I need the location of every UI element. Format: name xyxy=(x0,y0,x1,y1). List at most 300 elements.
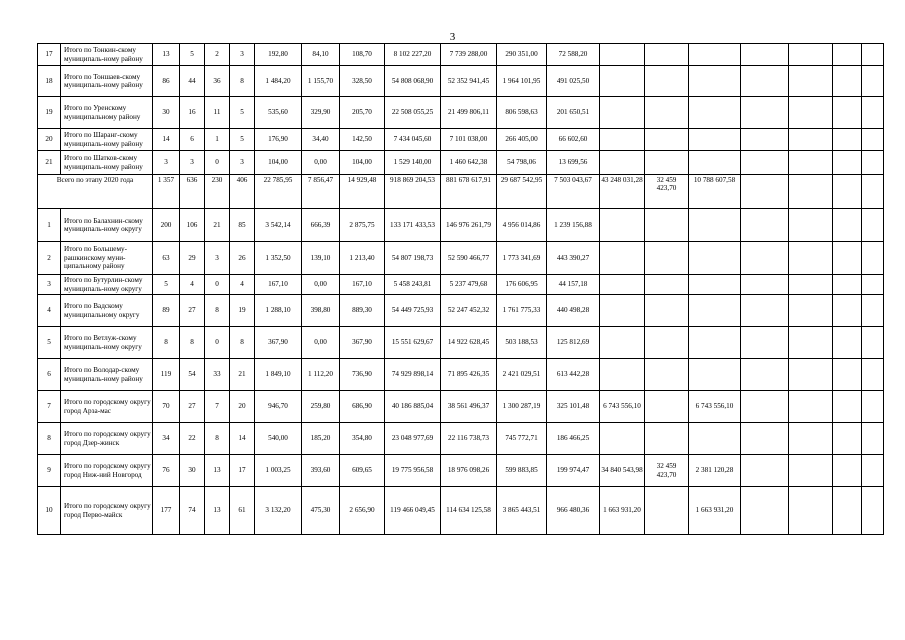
table-cell xyxy=(862,209,884,242)
table-cell: 21 xyxy=(38,151,61,175)
table-row xyxy=(38,327,884,359)
table-cell xyxy=(741,275,789,295)
table-cell: 686,90 xyxy=(340,391,385,423)
table-cell: 290 351,00 xyxy=(497,44,547,66)
table-cell xyxy=(689,151,741,175)
table-cell: 71 895 426,35 xyxy=(441,359,497,391)
table-cell: 1 460 642,38 xyxy=(441,151,497,175)
table-cell xyxy=(645,242,689,275)
table-cell: 8 xyxy=(205,295,230,327)
table-cell: 1 112,20 xyxy=(302,359,340,391)
table-cell xyxy=(689,275,741,295)
table-cell: 1 352,50 xyxy=(255,242,302,275)
table-cell: 52 352 941,45 xyxy=(441,66,497,97)
table-cell xyxy=(833,129,862,151)
table-cell: 16 xyxy=(180,97,205,129)
table-cell xyxy=(862,97,884,129)
table-cell: 201 650,51 xyxy=(547,97,600,129)
table-cell xyxy=(833,295,862,327)
table-cell: 230 xyxy=(205,175,230,209)
table-cell: 21 xyxy=(205,209,230,242)
table-cell xyxy=(741,295,789,327)
table-cell: 1 xyxy=(38,209,61,242)
table-cell: 54 808 068,90 xyxy=(385,66,441,97)
table-cell xyxy=(741,391,789,423)
table-cell: 22 508 055,25 xyxy=(385,97,441,129)
table-cell: 503 188,53 xyxy=(497,327,547,359)
table-cell xyxy=(833,97,862,129)
table-cell: 2 xyxy=(205,44,230,66)
table-cell: 7 xyxy=(38,391,61,423)
table-cell: 32 459 423,70 xyxy=(645,455,689,487)
table-cell xyxy=(833,151,862,175)
table-cell: 108,70 xyxy=(340,44,385,66)
table-cell: 185,20 xyxy=(302,423,340,455)
table-cell: 3 865 443,51 xyxy=(497,487,547,535)
table-cell xyxy=(833,487,862,535)
table-cell: 7 503 043,67 xyxy=(547,175,600,209)
table-cell xyxy=(741,487,789,535)
table-cell: 11 xyxy=(205,97,230,129)
table-cell: Итого по городскому округу город Перво-майск xyxy=(61,487,153,535)
table-cell: 54 449 725,93 xyxy=(385,295,441,327)
table-cell xyxy=(833,391,862,423)
table-cell: 8 xyxy=(230,327,255,359)
table-cell xyxy=(789,242,833,275)
table-cell: 0 xyxy=(205,327,230,359)
table-cell: 2 421 029,51 xyxy=(497,359,547,391)
table-cell xyxy=(600,423,645,455)
table-cell: 54 807 198,73 xyxy=(385,242,441,275)
table-cell: 3 xyxy=(230,44,255,66)
table-cell: 86 xyxy=(153,66,180,97)
table-cell: 5 237 479,68 xyxy=(441,275,497,295)
table-cell xyxy=(833,423,862,455)
table-cell: 393,60 xyxy=(302,455,340,487)
table-cell xyxy=(689,242,741,275)
table-cell: 2 656,90 xyxy=(340,487,385,535)
table-cell: 52 590 466,77 xyxy=(441,242,497,275)
table-cell: 367,90 xyxy=(340,327,385,359)
table-row xyxy=(38,275,884,295)
table-cell: 17 xyxy=(38,44,61,66)
table-cell: 1 213,40 xyxy=(340,242,385,275)
table-cell: 636 xyxy=(180,175,205,209)
table-cell xyxy=(689,129,741,151)
table-cell: 5 458 243,81 xyxy=(385,275,441,295)
table-cell xyxy=(645,97,689,129)
table-cell: 26 xyxy=(230,242,255,275)
table-cell: 881 678 617,91 xyxy=(441,175,497,209)
table-cell: 3 xyxy=(38,275,61,295)
table-cell: 3 542,14 xyxy=(255,209,302,242)
table-cell xyxy=(645,44,689,66)
table-cell xyxy=(600,129,645,151)
table-cell: 1 849,10 xyxy=(255,359,302,391)
table-cell xyxy=(689,423,741,455)
table-cell: 199 974,47 xyxy=(547,455,600,487)
table-cell: 1 663 931,20 xyxy=(689,487,741,535)
table-cell xyxy=(862,275,884,295)
table-cell xyxy=(833,242,862,275)
table-cell xyxy=(600,242,645,275)
table-cell: 3 xyxy=(153,151,180,175)
table-cell: 259,80 xyxy=(302,391,340,423)
table-cell xyxy=(645,66,689,97)
table-cell: 0,00 xyxy=(302,151,340,175)
table-cell: 85 xyxy=(230,209,255,242)
table-cell: 23 048 977,69 xyxy=(385,423,441,455)
table-cell xyxy=(789,359,833,391)
table-cell: 13 xyxy=(153,44,180,66)
table-cell: 3 xyxy=(180,151,205,175)
table-total-row xyxy=(38,175,884,209)
table-cell: Итого по Вадскому муниципальному округу xyxy=(61,295,153,327)
table-cell: 19 xyxy=(38,97,61,129)
table-cell: 1 003,25 xyxy=(255,455,302,487)
table-cell xyxy=(741,66,789,97)
table-cell: 1 663 931,20 xyxy=(600,487,645,535)
table-cell: Итого по Тонкин-скому муниципаль-ному району xyxy=(61,44,153,66)
table-cell: 13 xyxy=(205,455,230,487)
table-cell xyxy=(600,327,645,359)
table-cell: 8 xyxy=(180,327,205,359)
table-cell: 1 300 287,19 xyxy=(497,391,547,423)
table-cell: 0,00 xyxy=(302,275,340,295)
table-cell: 13 699,56 xyxy=(547,151,600,175)
table-cell xyxy=(645,359,689,391)
table-cell: 443 390,27 xyxy=(547,242,600,275)
table-cell: 192,80 xyxy=(255,44,302,66)
table-cell: 946,70 xyxy=(255,391,302,423)
table-cell xyxy=(645,327,689,359)
table-cell: 30 xyxy=(180,455,205,487)
table-cell: 176 606,95 xyxy=(497,275,547,295)
table-cell: 139,10 xyxy=(302,242,340,275)
table-cell: 4 xyxy=(230,275,255,295)
table-cell xyxy=(645,209,689,242)
table-cell xyxy=(789,151,833,175)
table-cell: 491 025,50 xyxy=(547,66,600,97)
table-cell: 21 xyxy=(230,359,255,391)
table-cell: Итого по Уренскому муниципальному району xyxy=(61,97,153,129)
table-cell: 8 xyxy=(38,423,61,455)
table-cell xyxy=(862,487,884,535)
table-cell xyxy=(833,275,862,295)
table-cell: 0 xyxy=(205,275,230,295)
table-cell: 7 xyxy=(205,391,230,423)
table-cell xyxy=(789,487,833,535)
table-cell: 5 xyxy=(230,97,255,129)
table-cell: 32 459 423,70 xyxy=(645,175,689,209)
table-cell: 76 xyxy=(153,455,180,487)
table-cell: 1 288,10 xyxy=(255,295,302,327)
table-cell xyxy=(689,295,741,327)
table-cell: 133 171 433,53 xyxy=(385,209,441,242)
table-cell: 1 484,20 xyxy=(255,66,302,97)
table-cell: 10 788 607,58 xyxy=(689,175,741,209)
table-cell xyxy=(789,275,833,295)
table-cell: 14 929,48 xyxy=(340,175,385,209)
table-cell: 7 856,47 xyxy=(302,175,340,209)
table-cell: 2 xyxy=(38,242,61,275)
table-cell: 70 xyxy=(153,391,180,423)
table-cell: 736,90 xyxy=(340,359,385,391)
table-cell: 7 101 038,00 xyxy=(441,129,497,151)
table-cell: 0 xyxy=(205,151,230,175)
table-row xyxy=(38,151,884,175)
table-cell: 89 xyxy=(153,295,180,327)
table-cell xyxy=(741,359,789,391)
table-cell xyxy=(833,455,862,487)
table-cell: 0,00 xyxy=(302,327,340,359)
table-cell: 205,70 xyxy=(340,97,385,129)
table-cell: Итого по Бутурлин-скому муниципаль-ному округу xyxy=(61,275,153,295)
table-cell: 44 xyxy=(180,66,205,97)
table-cell xyxy=(862,327,884,359)
table-cell xyxy=(789,129,833,151)
table-cell: 540,00 xyxy=(255,423,302,455)
table-cell: 7 434 045,60 xyxy=(385,129,441,151)
table-cell xyxy=(689,66,741,97)
table-cell: 17 xyxy=(230,455,255,487)
table-cell xyxy=(741,242,789,275)
table-cell: Итого по Тоншаев-скому муниципаль-ному району xyxy=(61,66,153,97)
table-cell: 36 xyxy=(205,66,230,97)
table-cell: Итого по Шатков-скому муниципаль-ному району xyxy=(61,151,153,175)
table-cell: 1 239 156,88 xyxy=(547,209,600,242)
table-cell: 6 743 556,10 xyxy=(689,391,741,423)
table-cell: 142,50 xyxy=(340,129,385,151)
table-cell: 106 xyxy=(180,209,205,242)
table-cell: 1 964 101,95 xyxy=(497,66,547,97)
table-cell xyxy=(645,295,689,327)
table-cell xyxy=(600,97,645,129)
table-cell: 119 466 049,45 xyxy=(385,487,441,535)
table-cell: 54 xyxy=(180,359,205,391)
table-cell xyxy=(862,151,884,175)
table-cell xyxy=(789,423,833,455)
table-cell: 328,50 xyxy=(340,66,385,97)
table-cell: 186 466,25 xyxy=(547,423,600,455)
table-cell: 14 xyxy=(153,129,180,151)
table-cell: 146 976 261,79 xyxy=(441,209,497,242)
table-cell: 34 840 543,98 xyxy=(600,455,645,487)
table-cell: 8 xyxy=(205,423,230,455)
table-cell xyxy=(741,44,789,66)
table-cell xyxy=(862,129,884,151)
table-cell xyxy=(833,209,862,242)
table-cell: 61 xyxy=(230,487,255,535)
table-cell: 43 248 031,28 xyxy=(600,175,645,209)
table-cell: 3 xyxy=(230,151,255,175)
table-cell xyxy=(833,359,862,391)
table-cell: 398,80 xyxy=(302,295,340,327)
table-cell: 20 xyxy=(230,391,255,423)
table-row xyxy=(38,129,884,151)
table-cell xyxy=(645,391,689,423)
table-cell xyxy=(862,66,884,97)
table-cell: 125 812,69 xyxy=(547,327,600,359)
table-cell: 38 561 496,37 xyxy=(441,391,497,423)
table-cell: 104,00 xyxy=(340,151,385,175)
table-cell xyxy=(833,327,862,359)
table-cell xyxy=(689,209,741,242)
table-cell: 6 xyxy=(180,129,205,151)
table-cell: 54 798,06 xyxy=(497,151,547,175)
table-cell xyxy=(789,175,833,209)
table-cell: 918 869 204,53 xyxy=(385,175,441,209)
table-cell xyxy=(862,175,884,209)
table-cell: 22 785,95 xyxy=(255,175,302,209)
table-cell: 29 xyxy=(180,242,205,275)
table-cell: 599 883,85 xyxy=(497,455,547,487)
table-cell: 966 480,36 xyxy=(547,487,600,535)
table-cell: 13 xyxy=(205,487,230,535)
table-cell: 63 xyxy=(153,242,180,275)
table-cell xyxy=(741,327,789,359)
table-cell: 30 xyxy=(153,97,180,129)
table-cell: 440 498,28 xyxy=(547,295,600,327)
table-cell xyxy=(789,295,833,327)
table-cell xyxy=(741,455,789,487)
table-cell: 475,30 xyxy=(302,487,340,535)
table-row xyxy=(38,487,884,535)
table-row xyxy=(38,242,884,275)
table-cell: 52 247 452,32 xyxy=(441,295,497,327)
table-cell: 3 132,20 xyxy=(255,487,302,535)
table-cell: 22 xyxy=(180,423,205,455)
table-cell xyxy=(741,151,789,175)
table-cell: 119 xyxy=(153,359,180,391)
table-cell xyxy=(741,129,789,151)
table-cell xyxy=(789,97,833,129)
table-cell xyxy=(600,44,645,66)
data-table xyxy=(37,43,884,535)
table-cell: Итого по Балахнин-скому муниципаль-ному округу xyxy=(61,209,153,242)
table-cell: 18 xyxy=(38,66,61,97)
table-row xyxy=(38,295,884,327)
table-cell: 33 xyxy=(205,359,230,391)
table-cell: 72 588,20 xyxy=(547,44,600,66)
table-cell: 19 775 956,58 xyxy=(385,455,441,487)
table-cell: 74 929 898,14 xyxy=(385,359,441,391)
table-cell: 84,10 xyxy=(302,44,340,66)
table-cell xyxy=(741,209,789,242)
table-cell: 613 442,28 xyxy=(547,359,600,391)
page-number: 3 xyxy=(449,31,456,43)
table-cell: 14 922 628,45 xyxy=(441,327,497,359)
total-label-cell: Всего по этапу 2020 года xyxy=(38,175,153,209)
table-cell: 177 xyxy=(153,487,180,535)
table-cell xyxy=(689,359,741,391)
table-cell: 367,90 xyxy=(255,327,302,359)
table-cell: 889,30 xyxy=(340,295,385,327)
table-cell xyxy=(600,295,645,327)
table-cell: 9 xyxy=(38,455,61,487)
table-cell: 609,65 xyxy=(340,455,385,487)
table-cell xyxy=(645,151,689,175)
table-cell xyxy=(789,327,833,359)
table-cell: 74 xyxy=(180,487,205,535)
table-cell xyxy=(833,175,862,209)
table-cell xyxy=(789,66,833,97)
table-cell: 22 116 738,73 xyxy=(441,423,497,455)
table-cell: 535,60 xyxy=(255,97,302,129)
table-cell xyxy=(645,275,689,295)
table-cell: 5 xyxy=(153,275,180,295)
table-cell: 18 976 098,26 xyxy=(441,455,497,487)
table-cell: 104,00 xyxy=(255,151,302,175)
table-cell: 666,39 xyxy=(302,209,340,242)
table-cell: 8 102 227,20 xyxy=(385,44,441,66)
table-cell: 34 xyxy=(153,423,180,455)
table-cell: 2 875,75 xyxy=(340,209,385,242)
table-cell: 21 499 806,11 xyxy=(441,97,497,129)
table-cell xyxy=(689,327,741,359)
table-cell xyxy=(862,242,884,275)
table-cell xyxy=(645,487,689,535)
table-cell: Итого по городскому округу город Ниж-ний Новгород xyxy=(61,455,153,487)
table-cell: 10 xyxy=(38,487,61,535)
table-cell xyxy=(600,275,645,295)
table-cell: 20 xyxy=(38,129,61,151)
table-cell: 4 xyxy=(38,295,61,327)
table-cell: 4 956 014,86 xyxy=(497,209,547,242)
table-cell xyxy=(833,44,862,66)
table-cell xyxy=(741,97,789,129)
table-cell xyxy=(789,209,833,242)
table-cell: 114 634 125,58 xyxy=(441,487,497,535)
table-cell xyxy=(600,359,645,391)
table-cell: 1 529 140,00 xyxy=(385,151,441,175)
table-cell: 6 743 556,10 xyxy=(600,391,645,423)
table-cell xyxy=(689,44,741,66)
table-cell xyxy=(862,295,884,327)
table-cell xyxy=(741,175,789,209)
table-cell: 1 xyxy=(205,129,230,151)
table-cell: 406 xyxy=(230,175,255,209)
table-cell: 3 xyxy=(205,242,230,275)
table-cell: 1 761 775,33 xyxy=(497,295,547,327)
table-cell: 8 xyxy=(230,66,255,97)
table-cell: 7 739 288,00 xyxy=(441,44,497,66)
table-cell: Итого по Володар-скому муниципаль-ному району xyxy=(61,359,153,391)
table-row xyxy=(38,44,884,66)
table-cell: Итого по городскому округу город Арза-мас xyxy=(61,391,153,423)
table-cell xyxy=(862,455,884,487)
table-cell xyxy=(689,97,741,129)
table-cell: 325 101,48 xyxy=(547,391,600,423)
table-cell xyxy=(862,423,884,455)
table-cell: Итого по Большему-рашкинскому муни-ципальному району xyxy=(61,242,153,275)
table-cell xyxy=(862,359,884,391)
table-cell xyxy=(600,66,645,97)
table-cell: 5 xyxy=(230,129,255,151)
table-cell: 167,10 xyxy=(340,275,385,295)
table-cell: 2 381 120,28 xyxy=(689,455,741,487)
table-cell: 27 xyxy=(180,391,205,423)
table-cell: 176,90 xyxy=(255,129,302,151)
table-row xyxy=(38,423,884,455)
table-cell: 806 598,63 xyxy=(497,97,547,129)
table-row xyxy=(38,391,884,423)
table-cell: 354,80 xyxy=(340,423,385,455)
table-cell: 8 xyxy=(153,327,180,359)
table-cell: 1 773 341,69 xyxy=(497,242,547,275)
table-cell: Итого по Ветлуж-скому муниципаль-ному округу xyxy=(61,327,153,359)
table-cell: Итого по Шаранг-скому муниципаль-ному району xyxy=(61,129,153,151)
